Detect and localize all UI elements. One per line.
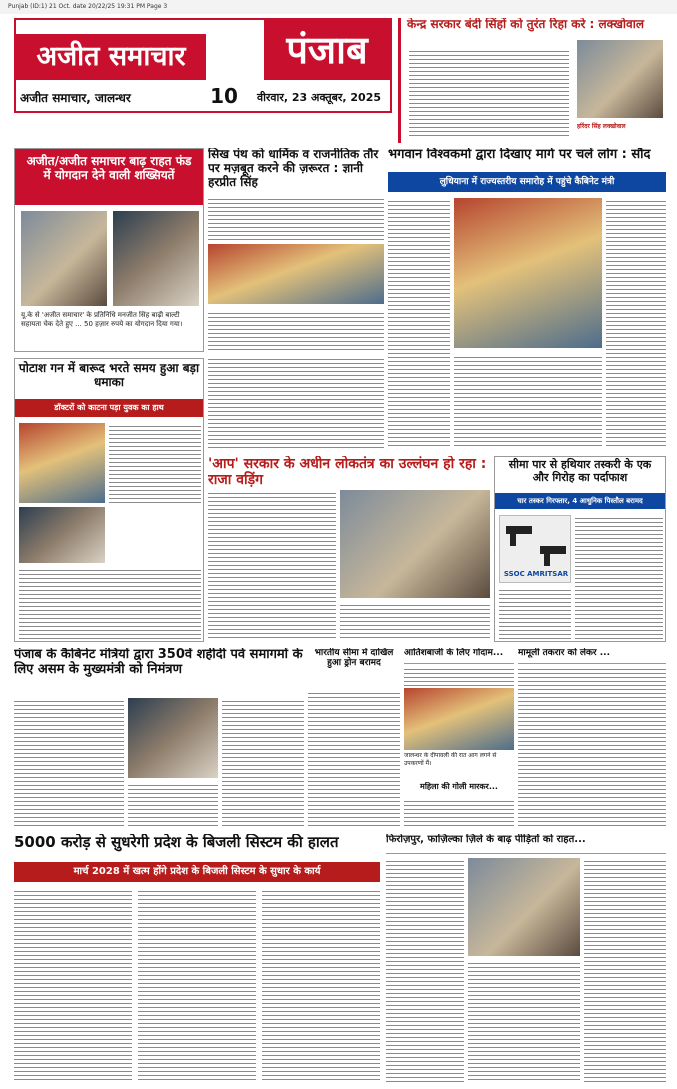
injured-youth-photo <box>19 507 105 563</box>
story-headline: 'आप' सरकार के अधीन लोकतंत्र का उल्लंघन हो रहा : राजा वड़िंग <box>208 456 487 489</box>
story-body-text-2 <box>138 888 256 1082</box>
photo-caption: जालन्धर के दीपावली की रात आग लगने से उपकरणों मैं। <box>404 752 497 767</box>
masthead-brand-left: अजीत समाचार <box>16 34 206 80</box>
fire-photo <box>404 688 514 750</box>
photo-watermark: SSOC AMRITSAR <box>503 570 569 578</box>
story-body-text <box>109 423 201 503</box>
injury-photo <box>19 423 105 503</box>
masthead-issue: अजीत समाचार, जालन्धर <box>20 91 131 105</box>
photo-caption: यू.के से 'अजीत समाचार' के प्रतिनिधि मनजीत सिंह बाढ़ी बाल्टी सहायता चेक देते हुए ... 50 हज़ार रुपये का योगदान दिया गया। <box>21 311 183 329</box>
meeting-photo <box>128 698 218 778</box>
story-body-text <box>208 490 336 640</box>
seized-pistols-photo <box>499 515 571 583</box>
story-body-text-2 <box>499 587 571 639</box>
masthead-brand-right: पंजाब <box>264 20 390 80</box>
story-flood-victims-relief <box>386 834 666 1084</box>
donor-photo-1 <box>21 211 107 306</box>
story-flood-relief-donors <box>14 148 204 352</box>
story-assam-invitation <box>14 648 304 828</box>
page-number: 10 <box>210 84 238 108</box>
story-headline: पोटाश गन में बारूद भरते समय हुआ बड़ा धमाका <box>18 361 200 389</box>
story-body-text <box>308 690 400 826</box>
story-body-text <box>14 698 124 826</box>
story-body-text-3 <box>606 198 666 448</box>
story-body-text-3 <box>584 858 666 1082</box>
story-body-text-2 <box>222 698 304 826</box>
story-body-text <box>14 888 132 1082</box>
story-body-text-2 <box>208 310 384 352</box>
masthead <box>14 18 392 113</box>
story-power-system <box>14 834 380 1084</box>
story-body-text-3 <box>262 888 380 1082</box>
donor-photo-2 <box>113 211 199 306</box>
story-release-prisoners <box>398 18 666 143</box>
story-potash-blast <box>14 358 204 642</box>
story-subheadline: मार्च 2028 में खत्म होंगे प्रदेश के बिजली सिस्टम के सुधार के कार्य <box>14 862 380 882</box>
story-body-text-sikh-cont <box>208 356 384 450</box>
story-vishwakarma <box>388 148 666 450</box>
story-body-text <box>518 666 666 826</box>
portrait-photo <box>577 40 663 118</box>
story-body-text <box>404 666 514 686</box>
story-headline: पंजाब के कैबिनेट मंत्रियों द्वारा 350वें शहीदी पर्व समागमों के लिए असम के मुख्यमंत्री को निमंत्रण <box>14 648 303 677</box>
story-body-text-2 <box>340 602 490 640</box>
story-headline: सिख पंथ को धार्मिक व राजनीतिक तौर पर मज़बूत करने की ज़रूरत : ज्ञानी हरप्रीत सिंह <box>208 148 379 189</box>
story-headline: सीमा पार से हथियार तस्करी के एक और गिरोह का पर्दाफाश <box>508 458 652 484</box>
story-body-text <box>404 798 514 828</box>
masthead-date: वीरवार, 23 अक्तूबर, 2025 <box>256 91 382 104</box>
story-headline: 5000 करोड़ से सुधरेगी प्रदेश के बिजली सिस्टम की हालत <box>14 834 339 851</box>
story-subheadline: लुधियाना में राज्यस्तरीय समारोह में पहुंचे कैबिनेट मंत्री <box>388 172 666 192</box>
event-photo <box>208 244 384 304</box>
ceremony-photo <box>454 198 602 348</box>
story-headline: फिरोज़पुर, फाज़िल्का ज़िले के बाढ़ पीड़ितों को राहत... <box>386 834 666 854</box>
story-body-text-3 <box>128 782 218 826</box>
story-body-text <box>388 198 450 448</box>
story-subheadline: डॉक्टरों को काटना पड़ा युवक का हाथ <box>15 399 203 417</box>
story-headline: आतिशबाजी के लिए गोदाम... <box>404 648 514 664</box>
story-drone-recovered <box>308 648 400 828</box>
story-weapon-smuggling <box>494 456 666 642</box>
story-fireworks-godown <box>404 648 514 778</box>
story-body-text <box>208 196 384 240</box>
story-headline: भारतीय सीमा में दाखिल हुआ ड्रोन बरामद <box>314 648 394 669</box>
print-slug: Punjab (ID:1) 21 Oct. date 20/22/25 19:31 PM Page 3 <box>0 0 677 14</box>
story-headline: अजीत/अजीत समाचार बाढ़ राहत फंड में योगदान देने वाली शख्सियतें <box>15 149 203 205</box>
story-headline: महिला की गोली मारकर... <box>420 782 498 791</box>
relief-distribution-photo <box>468 858 580 956</box>
story-woman-shot <box>404 782 514 828</box>
story-subheadline: चार तस्कर गिरफ्तार, 4 आधुनिक पिस्तौल बरामद <box>495 493 665 509</box>
byline: हरिंदर सिंह लक्खोवाल <box>577 123 626 130</box>
story-body-text-2 <box>19 567 201 639</box>
story-headline: भगवान विश्वकर्मा द्वारा दिखाए मार्ग पर चलें लोग : सौंद <box>388 148 651 162</box>
story-headline: केन्द्र सरकार बंदी सिंहों को तुरंत रिहा करे : लक्खोवाल <box>407 18 644 31</box>
story-body-text <box>386 858 464 1082</box>
press-conference-photo <box>340 490 490 598</box>
story-body-text <box>575 515 663 639</box>
story-headline: मामूली तकरार को लेकर ... <box>518 648 666 664</box>
story-sikh-panth <box>208 148 384 352</box>
story-body-text-2 <box>468 960 580 1082</box>
story-body-text <box>409 48 569 138</box>
story-body-text-2 <box>454 354 602 448</box>
story-raja-warring <box>208 456 490 642</box>
story-minor-dispute <box>518 648 666 828</box>
